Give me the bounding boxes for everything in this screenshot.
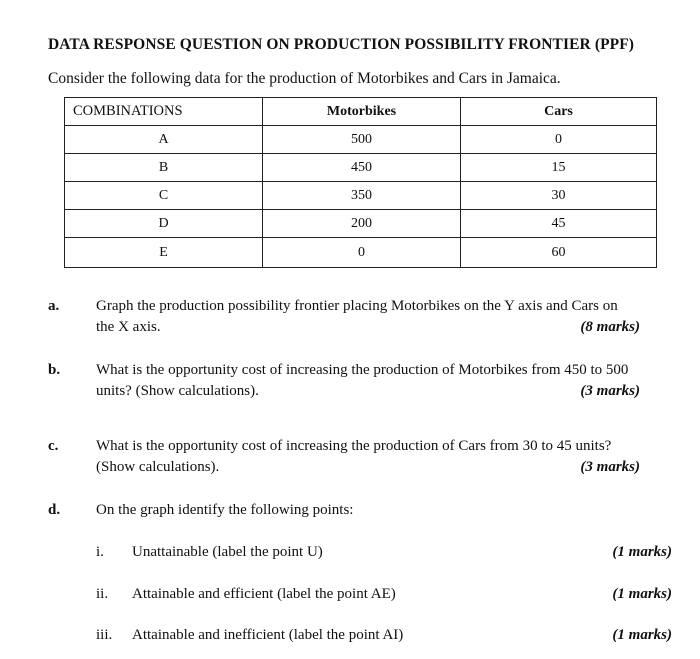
cell-combination: C — [65, 182, 263, 210]
question-text — [96, 500, 666, 521]
cell-cars: 60 — [461, 238, 657, 268]
question-marks: (8 marks) — [580, 319, 640, 335]
cell-motorbikes: 0 — [263, 238, 461, 268]
cell-cars: 15 — [461, 154, 657, 182]
table-header-row — [65, 98, 657, 126]
cell-cars: 45 — [461, 210, 657, 238]
question-marks: (3 marks) — [580, 383, 640, 399]
question-line: Graph the production possibility frontier placing Motorbikes on the Y axis and Cars on — [96, 298, 618, 314]
header-motorbikes: Motorbikes — [263, 98, 461, 126]
cell-cars: 0 — [461, 126, 657, 154]
intro-text: Consider the following data for the production of Motorbikes and Cars in Jamaica. — [48, 70, 561, 87]
subitem-marks: (1 marks) — [612, 627, 672, 643]
subitem-marks: (1 marks) — [612, 586, 672, 602]
table-row — [65, 238, 657, 268]
question-line: On the graph identify the following points: — [96, 502, 354, 518]
question-line: What is the opportunity cost of increasing the production of Motorbikes from 450 to 500 — [96, 362, 629, 378]
question-marks: (3 marks) — [580, 459, 640, 475]
subitem-number: iii. — [96, 627, 113, 643]
subitem-text: Unattainable (label the point U) — [132, 544, 323, 560]
table-row — [65, 182, 657, 210]
question-letter: d. — [48, 502, 61, 518]
header-cars: Cars — [461, 98, 657, 126]
subitem-number: i. — [96, 544, 104, 560]
cell-combination: B — [65, 154, 263, 182]
cell-motorbikes: 350 — [263, 182, 461, 210]
table-row — [65, 126, 657, 154]
subitem-text: Attainable and efficient (label the point AE) — [132, 586, 396, 602]
question-line: What is the opportunity cost of increasing the production of Cars from 30 to 45 units? — [96, 438, 612, 454]
question-line: the X axis. — [96, 319, 161, 335]
production-table — [64, 97, 657, 268]
cell-combination: D — [65, 210, 263, 238]
subitem-text: Attainable and inefficient (label the point AI) — [132, 627, 404, 643]
subitem-number: ii. — [96, 586, 109, 602]
cell-motorbikes: 200 — [263, 210, 461, 238]
cell-cars: 30 — [461, 182, 657, 210]
table-row — [65, 210, 657, 238]
page-title: DATA RESPONSE QUESTION ON PRODUCTION POSSIBILITY FRONTIER (PPF) — [48, 36, 635, 53]
cell-combination: E — [65, 238, 263, 268]
cell-combination: A — [65, 126, 263, 154]
question-letter: a. — [48, 298, 60, 314]
cell-motorbikes: 450 — [263, 154, 461, 182]
question-letter: c. — [48, 438, 59, 454]
subitem-marks: (1 marks) — [612, 544, 672, 560]
cell-motorbikes: 500 — [263, 126, 461, 154]
question-line: units? (Show calculations). — [96, 383, 259, 399]
table-row — [65, 154, 657, 182]
header-combinations: COMBINATIONS — [65, 98, 263, 126]
question-line: (Show calculations). — [96, 459, 220, 475]
question-letter: b. — [48, 362, 61, 378]
